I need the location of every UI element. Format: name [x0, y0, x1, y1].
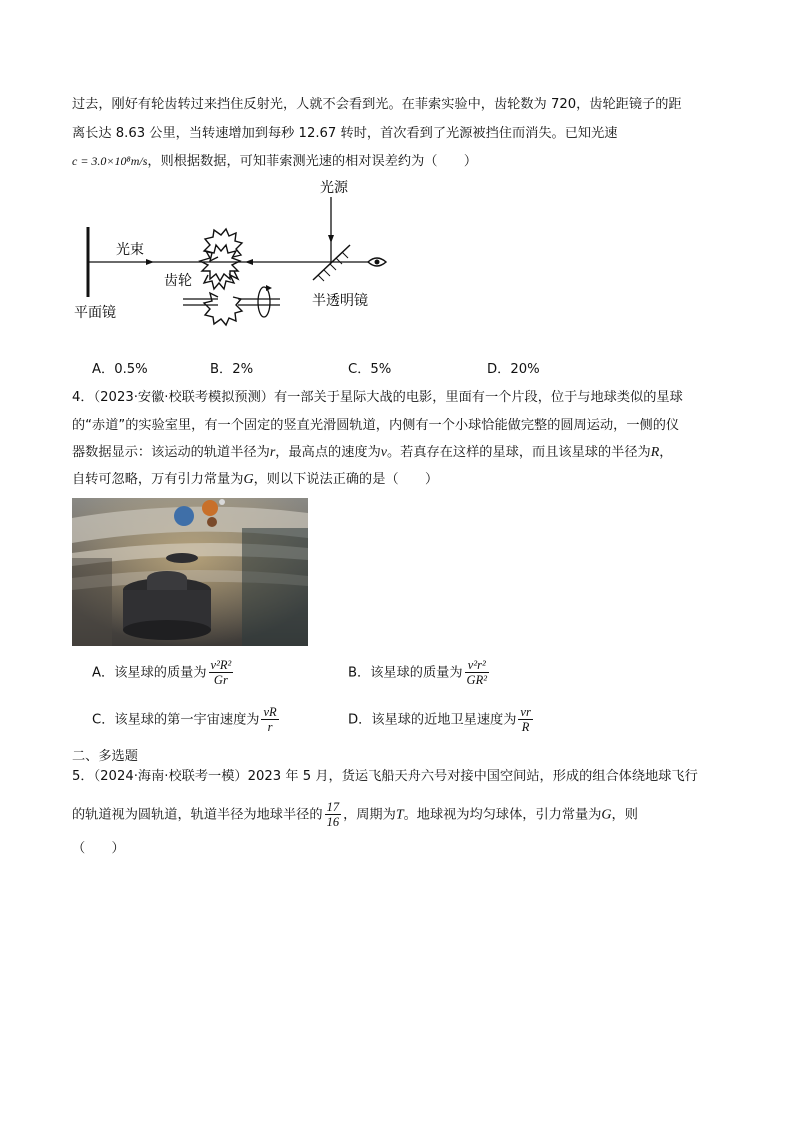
- q5-text-line-1: 5．（2024·海南·校联考一模）2023 年 5 月，货运飞船天舟六号对接中国空间站，形成的组合体绕地球飞行: [72, 769, 698, 784]
- q4-option-c: C．该星球的第一宇宙速度为 $\frac{vR}{r}$: [92, 705, 277, 734]
- beam-arrow-right: [146, 259, 154, 265]
- q3-option-a: A．0.5%: [92, 362, 148, 377]
- half-mirror-hatch: [318, 252, 348, 281]
- q4-option-b: B．该星球的质量为 $\frac{\text{v²r²}}{\text{GR²}}$: [348, 658, 487, 687]
- source-arrow-down: [328, 235, 334, 243]
- q4-text-line-3: 器数据显示：该运动的轨道半径为r，最高点的速度为v。若真存在这样的星球，而且该星球的半径为R，: [72, 445, 673, 460]
- light-source-label: 光源: [320, 181, 348, 196]
- q3-option-d: D．20%: [487, 362, 540, 377]
- q3-option-c: C．5%: [348, 362, 392, 377]
- q5-text-line-3: （ ）: [72, 841, 125, 856]
- beam-label: 光束: [116, 243, 144, 258]
- rotation-arrow: [258, 287, 270, 317]
- eye-icon: [368, 258, 386, 266]
- light-speed-formula: c = 3.0×10⁸m/s: [72, 154, 148, 168]
- q3-option-b: B．2%: [210, 362, 254, 377]
- var-R: R: [650, 445, 660, 460]
- q3-text-line-3: [72, 151, 477, 172]
- var-G: G: [243, 472, 254, 487]
- mall-photo: [72, 498, 308, 646]
- section-title-multi-choice: 二、多选题: [72, 749, 138, 764]
- var-r: r: [269, 445, 276, 460]
- var-T: T: [395, 807, 404, 823]
- q3-text-line-2: 离长达 8.63 公里，当转速增加到每秒 12.67 转时，首次看到了光源被挡住而消失。已知光速: [72, 126, 618, 141]
- var-G-q5: G: [601, 807, 612, 823]
- q4-text-line-4: 自转可忽略，万有引力常量为G，则以下说法正确的是（ ）: [72, 472, 439, 487]
- q4-option-d: D．该星球的近地卫星速度为 $\frac{vr}{R}$: [348, 705, 531, 734]
- q3-text-line-1: 过去，刚好有轮齿转过来挡住反射光，人就不会看到光。在菲索实验中，齿轮数为 720，齿轮距镜子的距: [72, 97, 682, 112]
- q4-text-line-1: 4．（2023·安徽·校联考模拟预测）有一部关于星际大战的电影，里面有一个片段，位于与地球类似的星球: [72, 390, 683, 405]
- gear-label: 齿轮: [164, 274, 192, 289]
- q5-text-line-2: 的轨道视为圆轨道，轨道半径为地球半径的 $\frac{17}{16}$ ，周期为T。地球视为均匀球体，引力常量为G，则: [72, 800, 638, 829]
- beam-arrow-left: [245, 259, 253, 265]
- ratio-fraction: $\frac{17}{16}$: [326, 800, 340, 829]
- plane-mirror-label: 平面镜: [74, 306, 116, 321]
- q4-text-line-2: 的“赤道”的实验室里，有一个固定的竖直光滑圆轨道，内侧有一个小球恰能做完整的圆周运动，一侧的仪: [72, 418, 680, 433]
- fizeau-diagram: [68, 175, 398, 355]
- half-mirror-label: 半透明镜: [312, 294, 368, 309]
- var-v: v: [380, 445, 387, 460]
- q4-option-a: A．该星球的质量为 $\frac{\text{v²R²}}{Gr}$: [92, 658, 232, 687]
- q3-question-end: ，则根据数据，可知菲索测光速的相对误差约为（ ）: [147, 154, 478, 169]
